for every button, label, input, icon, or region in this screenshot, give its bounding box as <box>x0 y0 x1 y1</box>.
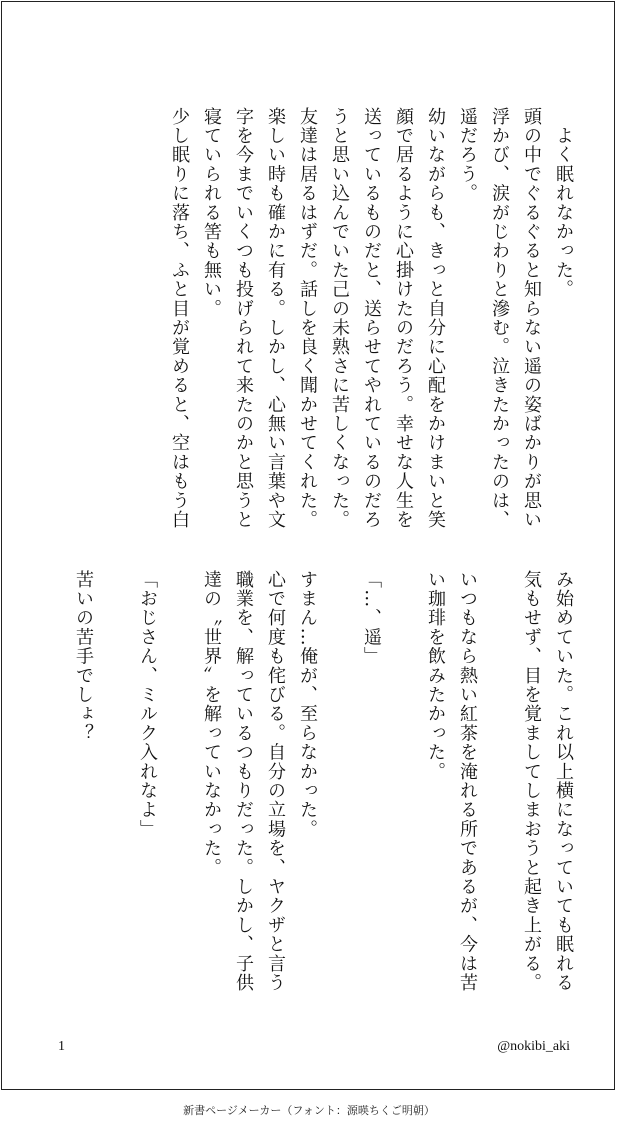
text-column: 幼いながらも、きっと自分に心配をかけまいと笑 <box>425 107 446 530</box>
text-column: 達の〝世界〟を解っていなかった。 <box>201 570 222 878</box>
text-column: 寝ていられる筈も無い。 <box>201 107 222 319</box>
text-column: 「おじさん、ミルク入れなよ」 <box>137 570 158 839</box>
text-column <box>323 570 355 988</box>
bottom-text-block <box>67 570 579 993</box>
text-column: 顔で居るように心掛けたのだろう。幸せな人生を <box>393 107 414 530</box>
top-text-block <box>163 107 579 530</box>
text-column: 気もせず、目を覚ましてしまおうと起き上がる。 <box>521 570 542 993</box>
author-handle: @nokibi_aki <box>497 1039 570 1054</box>
text-column: 浮かび、涙がじわりと滲む。泣きたかったのは、 <box>489 107 510 530</box>
text-column: 字を今までいくつも投げられて来たのかと思うと <box>233 107 254 530</box>
page-number: 1 <box>58 1039 65 1054</box>
text-column: よく眠れなかった。 <box>553 107 574 299</box>
text-column: うと思い込んでいた己の未熟さに苦しくなった。 <box>329 107 350 530</box>
text-column <box>483 570 515 988</box>
text-column: すまん…俺が、至らなかった。 <box>297 570 318 839</box>
text-column: 楽しい時も確かに有る。しかし、心無い言葉や文 <box>265 107 286 530</box>
text-column <box>163 570 195 988</box>
text-column: 職業を、解っているつもりだった。しかし、子供 <box>233 570 254 993</box>
text-column: み始めていた。これ以上横になっていても眠れる <box>553 570 574 993</box>
text-column: 友達は居るはずだ。話しを良く聞かせてくれた。 <box>297 107 318 530</box>
text-column: いつもなら熱い紅茶を淹れる所であるが、今は苦 <box>457 570 478 993</box>
text-column <box>99 570 131 988</box>
text-column: 少し眠りに落ち、ふと目が覚めると、空はもう白 <box>169 107 190 530</box>
text-column: 心で何度も侘びる。自分の立場を、ヤクザと言う <box>265 570 286 993</box>
text-column <box>387 570 419 988</box>
text-column: 「…、遥」 <box>361 570 382 666</box>
manuscript-page <box>1 1 615 1090</box>
generator-credit: 新書ページメーカー（フォント：源暎ちくご明朝） <box>183 1104 435 1117</box>
text-column: 頭の中でぐるぐると知らない遥の姿ばかりが思い <box>521 107 542 530</box>
text-column: 遥だろう。 <box>457 107 478 203</box>
text-column: 苦いの苦手でしょ？ <box>73 570 94 743</box>
text-column: い珈琲を飲みたかった。 <box>425 570 446 782</box>
text-column: 送っているものだと、送らせてやれているのだろ <box>361 107 382 530</box>
